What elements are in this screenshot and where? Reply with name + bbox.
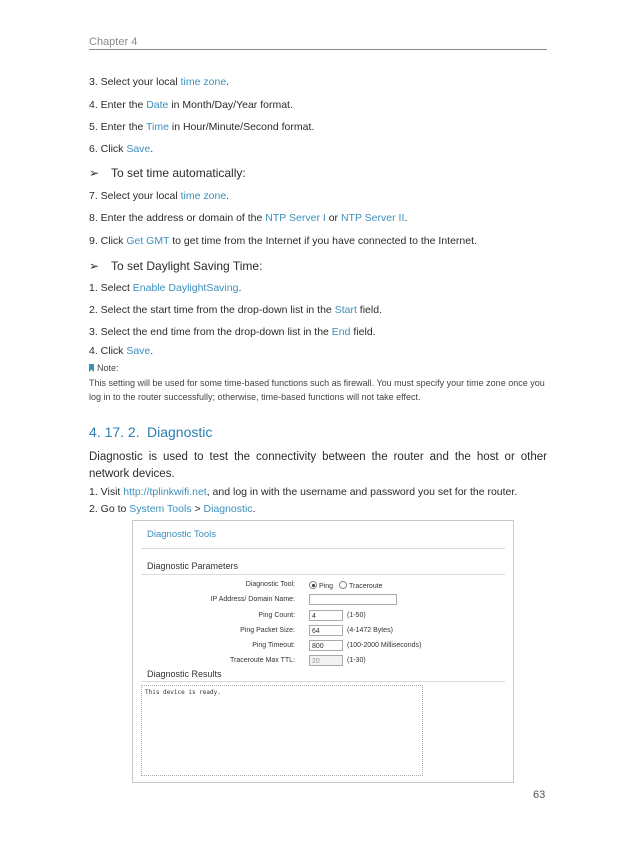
note-text: This setting will be used for some time-based functions such as firewall. You must specify your time zone once you log in to the router successfully; otherwise, time-based functions will not take effect.: [89, 378, 545, 402]
results-textarea[interactable]: This device is ready.: [141, 685, 423, 776]
intro-paragraph: Diagnostic is used to test the connectivity between the router and the host or other network devices.: [89, 451, 547, 480]
ttl-row: Traceroute Max TTL: 20 (1-30): [230, 657, 366, 665]
section-title: 4. 17. 2. Diagnostic: [89, 424, 213, 440]
params-heading: Diagnostic Parameters: [147, 561, 239, 571]
header-divider: [89, 49, 547, 50]
page-number: 63: [533, 789, 546, 801]
link-time-zone: time zone: [180, 76, 227, 88]
step-c-1: 1. Select Enable DaylightSaving.: [89, 282, 242, 294]
note-label: Note:: [89, 363, 119, 373]
link-time: Time: [146, 121, 169, 133]
ip-input[interactable]: [309, 594, 397, 605]
link-save: Save: [126, 143, 151, 155]
results-heading: Diagnostic Results: [147, 669, 222, 679]
step-a-3: 5. Enter the Time in Hour/Minute/Second format.: [89, 121, 315, 133]
step-b-2: 8. Enter the address or domain of the NTP Server I or NTP Server II.: [89, 212, 408, 224]
panel-title: Diagnostic Tools: [147, 529, 217, 540]
step-c-4: 4. Click Save.: [89, 345, 154, 357]
params-divider: [141, 574, 505, 575]
ping-count-input[interactable]: 4: [309, 610, 343, 621]
timeout-input[interactable]: 800: [309, 640, 343, 651]
diagnostic-tools-screenshot: [132, 520, 514, 783]
auto-heading: ➢ To set time automatically:: [89, 166, 246, 180]
packet-size-input[interactable]: 64: [309, 625, 343, 636]
link-date: Date: [146, 99, 169, 111]
packet-size-row: Ping Packet Size: 64 (4-1472 Bytes): [240, 627, 393, 635]
step-b-3: 9. Click Get GMT to get time from the Internet if you have connected to the Internet.: [89, 235, 477, 247]
step-d-1: 1. Visit http://tplinkwifi.net, and log in with the username and password you set for the router.: [89, 486, 518, 498]
link-tplinkwifi[interactable]: http://tplinkwifi.net: [123, 486, 207, 498]
panel-divider: [141, 548, 505, 549]
ping-count-row: Ping Count: 4 (1-50): [258, 612, 366, 620]
arrow-bullet-icon: ➢: [89, 166, 100, 180]
step-c-3: 3. Select the end time from the drop-down list in the End field.: [89, 326, 376, 338]
ip-row: IP Address/ Domain Name:: [133, 594, 513, 608]
step-a-4: 6. Click Save.: [89, 143, 154, 155]
ping-radio[interactable]: [309, 581, 317, 589]
dst-heading: ➢ To set Daylight Saving Time:: [89, 259, 263, 273]
step-d-2: 2. Go to System Tools > Diagnostic.: [89, 503, 256, 515]
step-c-2: 2. Select the start time from the drop-down list in the Start field.: [89, 304, 382, 316]
step-a-2: 4. Enter the Date in Month/Day/Year format.: [89, 99, 293, 111]
step-a-1: 3. Select your local time zone.: [89, 76, 230, 88]
chapter-label: Chapter 4: [89, 36, 138, 48]
results-divider: [141, 681, 505, 682]
timeout-row: Ping Timeout: 800 (100-2000 Milliseconds): [252, 642, 422, 650]
ttl-input: 20: [309, 655, 343, 666]
step-b-1: 7. Select your local time zone.: [89, 190, 230, 202]
bookmark-icon: [89, 364, 94, 372]
traceroute-radio[interactable]: [339, 581, 347, 589]
diagnostic-tool-row: Diagnostic Tool: Ping Traceroute: [245, 581, 383, 590]
arrow-bullet-icon: ➢: [89, 259, 100, 273]
